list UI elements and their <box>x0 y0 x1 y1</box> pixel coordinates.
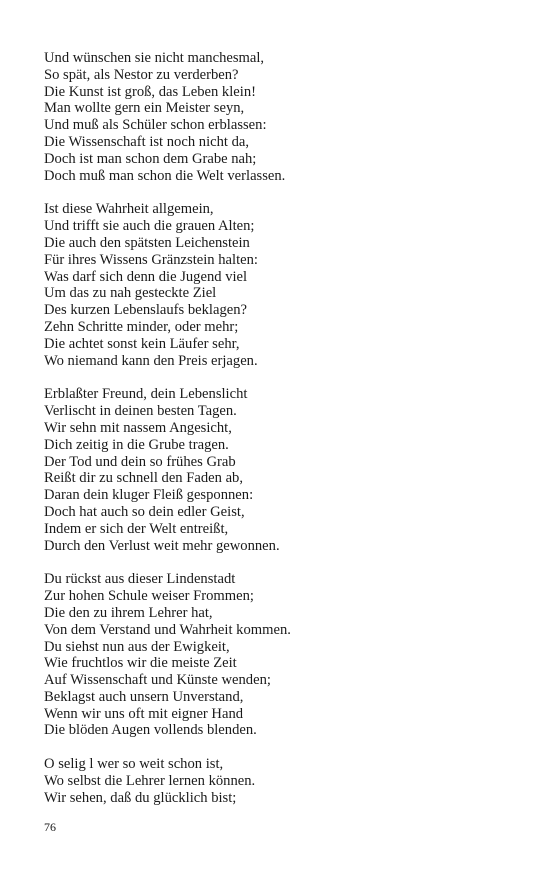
poem-line: Dich zeitig in die Grube tragen. <box>44 436 229 453</box>
poem-line: Auf Wissenschaft und Künste wenden; <box>44 672 271 689</box>
poem-line: Man wollte gern ein Meister seyn, <box>44 100 245 117</box>
poem-line: Wir sehn mit nassem Angesicht, <box>44 419 232 436</box>
poem-line: Beklagst auch unsern Unverstand, <box>44 688 244 705</box>
stanza-1 <box>44 50 514 184</box>
poem-line: Du siehst nun aus der Ewigkeit, <box>44 638 230 655</box>
poem-line: Die auch den spätsten Leichenstein <box>44 234 250 251</box>
poem-line: Die achtet sonst kein Läufer sehr, <box>44 335 240 352</box>
stanza-2 <box>44 201 514 369</box>
poem-line: Erblaßter Freund, dein Lebenslicht <box>44 386 248 403</box>
stanza-4 <box>44 571 514 739</box>
poem-line: Doch muß man schon die Welt verlassen. <box>44 167 286 184</box>
poem-line: Zur hohen Schule weiser Frommen; <box>44 588 254 605</box>
poem-line: O selig l wer so weit schon ist, <box>44 756 224 773</box>
poem-line: Wir sehen, daß du glücklich bist; <box>44 789 237 806</box>
poem-line: Durch den Verlust weit mehr gewonnen. <box>44 537 280 554</box>
poem-line: Ist diese Wahrheit allgemein, <box>44 201 214 218</box>
poem-line: Verlischt in deinen besten Tagen. <box>44 403 237 420</box>
poem-line: So spät, als Nestor zu verderben? <box>44 66 239 83</box>
poem-line: Wo selbst die Lehrer lernen können. <box>44 773 256 790</box>
poem-line: Und trifft sie auch die grauen Alten; <box>44 218 255 235</box>
poem-line: Von dem Verstand und Wahrheit kommen. <box>44 621 291 638</box>
poem-line: Und wünschen sie nicht manchesmal, <box>44 50 265 66</box>
poem-line: Der Tod und dein so frühes Grab <box>44 453 236 470</box>
stanza-3 <box>44 386 514 554</box>
poem-line: Doch ist man schon dem Grabe nah; <box>44 150 257 167</box>
poem-line: Die Wissenschaft ist noch nicht da, <box>44 133 250 150</box>
poem-line: Des kurzen Lebenslaufs beklagen? <box>44 302 248 319</box>
poem-line: Die Kunst ist groß, das Leben klein! <box>44 83 256 100</box>
poem-line: Wo niemand kann den Preis erjagen. <box>44 352 258 369</box>
poem-line: Zehn Schritte minder, oder mehr; <box>44 318 239 335</box>
poem-line: Indem er sich der Welt entreißt, <box>44 520 229 537</box>
poem-line: Reißt dir zu schnell den Faden ab, <box>44 470 243 487</box>
poem-line: Für ihres Wissens Gränzstein halten: <box>44 251 258 268</box>
poem-line: Was darf sich denn die Jugend viel <box>44 268 248 285</box>
poem-line: Wie fruchtlos wir die meiste Zeit <box>44 655 237 672</box>
poem-line: Um das zu nah gesteckte Ziel <box>44 285 217 302</box>
poem-line: Die blöden Augen vollends blenden. <box>44 722 257 739</box>
poem-text <box>44 50 514 824</box>
poem-line: Doch hat auch so dein edler Geist, <box>44 503 245 520</box>
poem-line: Du rückst aus dieser Lindenstadt <box>44 571 236 588</box>
stanza-5 <box>44 756 514 806</box>
page-number: 76 <box>44 820 56 834</box>
poem-line: Die den zu ihrem Lehrer hat, <box>44 604 213 621</box>
poem-line: Wenn wir uns oft mit eigner Hand <box>44 705 244 722</box>
poem-line: Daran dein kluger Fleiß gesponnen: <box>44 487 254 504</box>
poem-line: Und muß als Schüler schon erblassen: <box>44 117 267 134</box>
